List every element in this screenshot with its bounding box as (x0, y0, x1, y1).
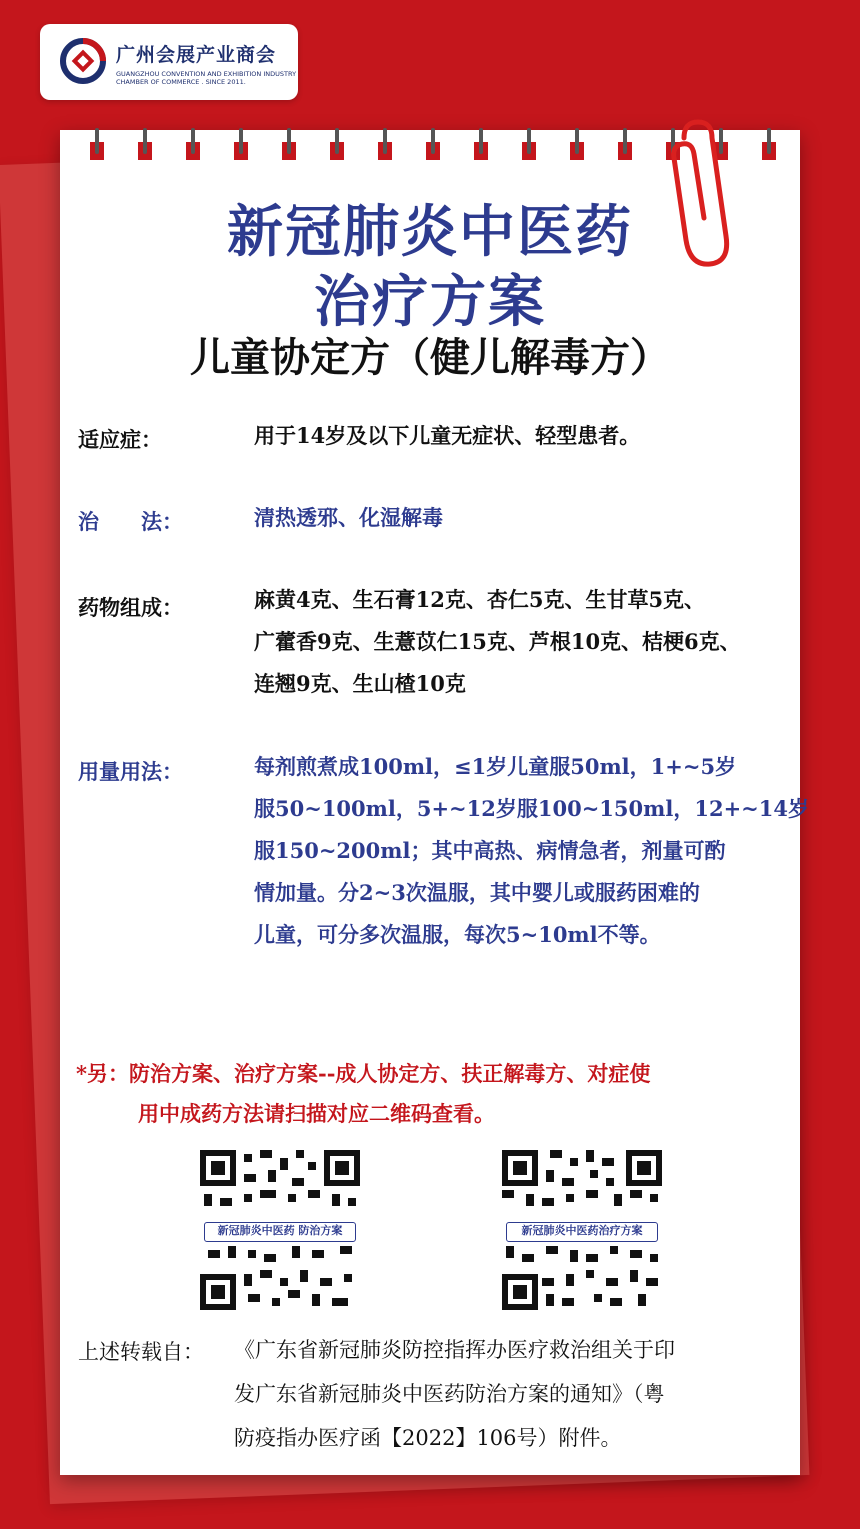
source-line: 发广东省新冠肺炎中医药防治方案的通知》（粤 (234, 1382, 665, 1406)
source-line: 《广东省新冠肺炎防控指挥办医疗救治组关于印 (234, 1338, 675, 1362)
qr-code-prevention[interactable] (200, 1150, 360, 1310)
usage-line: 服150~200ml；其中高热、病情急者，剂量可酌 (254, 838, 726, 863)
logo-card (40, 24, 298, 100)
qr-code-treatment[interactable] (502, 1150, 662, 1310)
indication-text: 用于14岁及以下儿童无症状、轻型患者。 (254, 423, 641, 448)
logo-name-cn: 广州会展产业商会 (116, 44, 277, 66)
page-title-line1: 新冠肺炎中医药 (227, 200, 633, 265)
indication-label: 适应症： (78, 427, 162, 452)
logo-name-en: GUANGZHOU CONVENTION AND EXHIBITION INDUSTRY CHAMBER OF COMMERCE . SINCE 2011. (116, 70, 297, 86)
composition-label: 药物组成： (78, 595, 183, 620)
note-line: *另：防治方案、治疗方案--成人协定方、扶正解毒方、对症使 (76, 1061, 651, 1086)
composition-text (254, 579, 814, 705)
composition-line: 麻黄4克、生石膏12克、杏仁5克、生甘草5克、 (254, 587, 706, 612)
composition-line: 连翘9克、生山楂10克 (254, 671, 466, 696)
page-subtitle: 儿童协定方（健儿解毒方） (190, 335, 670, 381)
method-label: 治 法： (78, 509, 183, 534)
usage-line: 每剂煎煮成100ml，≤1岁儿童服50ml，1+~5岁 (254, 754, 737, 779)
source-text (234, 1328, 794, 1460)
chamber-logo-icon (60, 38, 106, 84)
usage-line: 情加量。分2~3次温服，其中婴儿或服药困难的 (254, 880, 700, 905)
composition-line: 广藿香9克、生薏苡仁15克、芦根10克、桔梗6克、 (254, 629, 741, 654)
usage-line: 服50~100ml，5+~12岁服100~150ml，12+~14岁 (254, 796, 809, 821)
qr-label: 新冠肺炎中医药治疗方案 (506, 1222, 658, 1242)
usage-label: 用量用法： (78, 759, 183, 784)
note-line: 用中成药方法请扫描对应二维码查看。 (138, 1101, 495, 1126)
method-text: 清热透邪、化湿解毒 (254, 505, 443, 530)
usage-text (254, 746, 814, 956)
source-label: 上述转载自： (78, 1340, 204, 1364)
qr-label: 新冠肺炎中医药 防治方案 (204, 1222, 356, 1242)
page-title-line2: 治疗方案 (314, 270, 546, 335)
note-text (76, 1054, 796, 1134)
usage-line: 儿童，可分多次温服，每次5~10ml不等。 (254, 922, 661, 947)
source-line: 防疫指办医疗函【2022】106号）附件。 (234, 1426, 622, 1450)
